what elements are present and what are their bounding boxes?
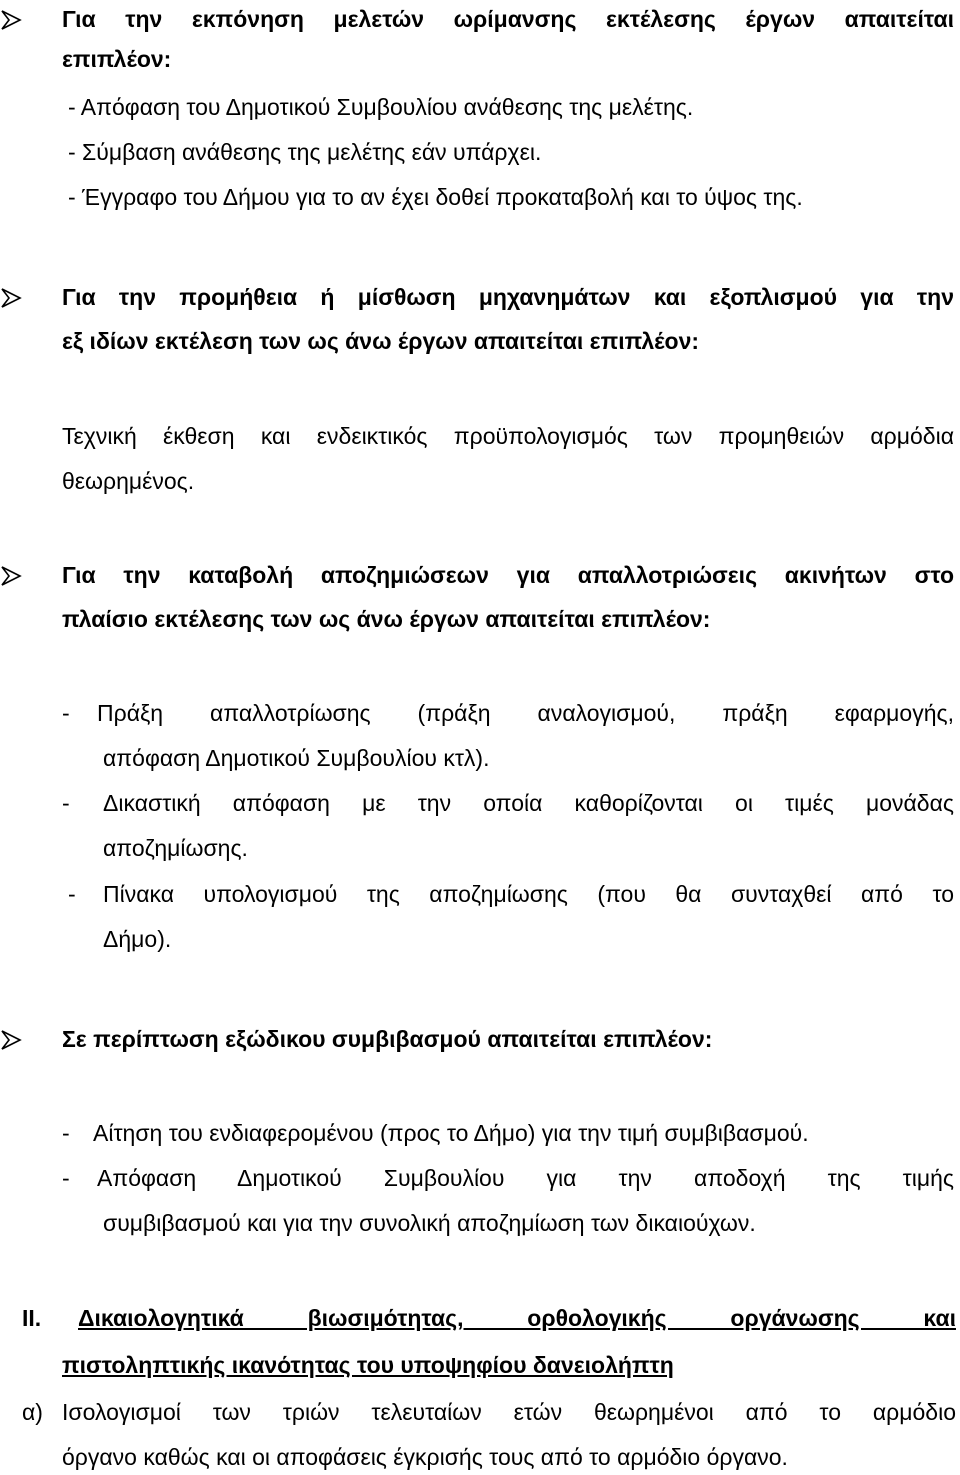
section3-item3-line1: Πίνακα υπολογισμού της αποζημίωσης (που θα συνταχθεί από το [103, 881, 954, 907]
section2-heading-line1: Για την προμήθεια ή μίσθωση μηχανημάτων και εξοπλισμού για την [62, 284, 954, 310]
section4-item2-line1: Απόφαση Δημοτικού Συμβουλίου για την αποδοχή της τιμής [97, 1165, 954, 1191]
part-two-title-line2: πιστοληπτικής ικανότητας του υποψηφίου δανειολήπτη [62, 1352, 674, 1378]
section3-heading-line1: Για την καταβολή αποζημιώσεων για απαλλοτριώσεις ακινήτων στο [62, 562, 954, 588]
item-a-line1: Ισολογισμοί των τριών τελευταίων ετών θεωρημένοι από το αρμόδιο [62, 1399, 956, 1425]
section2-body-line2: θεωρημένος. [62, 468, 195, 494]
section3-item2-line2: αποζημίωσης. [103, 835, 248, 861]
arrowhead-bullet-icon [0, 287, 22, 309]
section1-item2: - Σύμβαση ανάθεσης της μελέτης εάν υπάρχει. [68, 139, 542, 165]
section3-item2-line1: Δικαστική απόφαση με την οποία καθορίζονται οι τιμές μονάδας [103, 790, 954, 816]
section3-item1-line1: Πράξη απαλλοτρίωσης (πράξη αναλογισμού, πράξη εφαρμογής, [97, 700, 954, 726]
section2-heading-line2: εξ ιδίων εκτέλεση των ως άνω έργων απαιτείται επιπλέον: [62, 328, 700, 354]
section3-item1-dash: - [62, 700, 70, 726]
part-two-title-line1: Δικαιολογητικά βιωσιμότητας, ορθολογικής οργάνωσης και [78, 1305, 956, 1331]
section4-item1-line1: Αίτηση του ενδιαφερομένου (προς το Δήμο) για την τιμή συμβιβασμού. [93, 1120, 809, 1146]
arrowhead-bullet-icon [0, 565, 22, 587]
section4-item1-dash: - [62, 1120, 70, 1146]
section3-item1-line2: απόφαση Δημοτικού Συμβουλίου κτλ). [103, 745, 490, 771]
item-a-label: α) [22, 1399, 43, 1425]
section3-heading-line2: πλαίσιο εκτέλεσης των ως άνω έργων απαιτείται επιπλέον: [62, 606, 711, 632]
section1-item1: - Απόφαση του Δημοτικού Συμβουλίου ανάθεσης της μελέτης. [68, 94, 694, 120]
section2-body-line1: Τεχνική έκθεση και ενδεικτικός προϋπολογισμός των προμηθειών αρμόδια [62, 423, 954, 449]
section3-item2-dash: - [62, 790, 70, 816]
section4-heading: Σε περίπτωση εξώδικου συμβιβασμού απαιτείται επιπλέον: [62, 1026, 713, 1052]
section3-item3-dash: - [68, 881, 76, 907]
item-a-line2: όργανο καθώς και οι αποφάσεις έγκρισής τους από το αρμόδιο όργανο. [62, 1444, 788, 1470]
section3-item3-line2: Δήμο). [103, 926, 172, 952]
section1-heading-line2: επιπλέον: [62, 46, 172, 72]
section4-item2-dash: - [62, 1165, 70, 1191]
part-two-numeral: ΙΙ. [22, 1305, 42, 1331]
arrowhead-bullet-icon [0, 9, 22, 31]
section1-heading-line1: Για την εκπόνηση μελετών ωρίμανσης εκτέλεσης έργων απαιτείται [62, 6, 954, 32]
section4-item2-line2: συμβιβασμού και για την συνολική αποζημίωση των δικαιούχων. [103, 1210, 756, 1236]
arrowhead-bullet-icon [0, 1029, 22, 1051]
section1-item3: - Έγγραφο του Δήμου για το αν έχει δοθεί προκαταβολή και το ύψος της. [68, 184, 803, 210]
